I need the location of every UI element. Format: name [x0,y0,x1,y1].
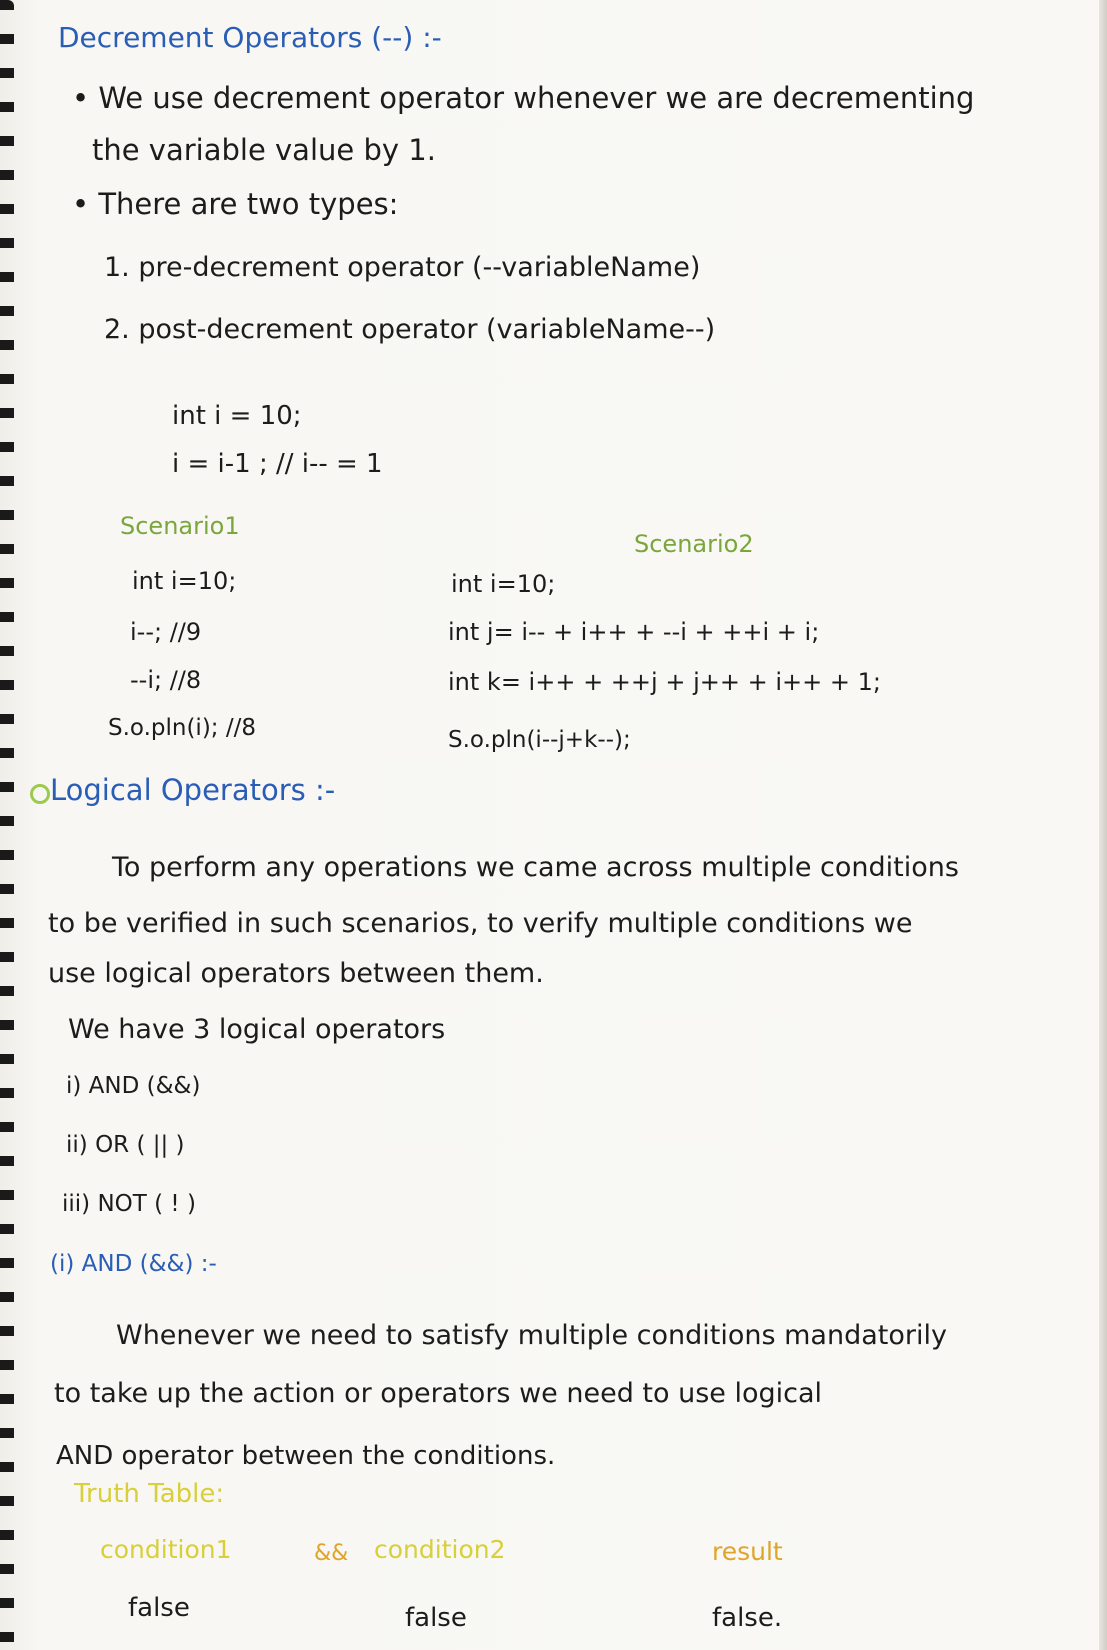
truth-table-heading: Truth Table: [74,1479,225,1509]
decrement-type1: 1. pre-decrement operator (--variableName) [104,252,701,283]
and-para-line3: AND operator between the conditions. [56,1441,556,1471]
scenario1-line: S.o.pln(i); //8 [108,715,256,741]
decrement-code1: int i = 10; [172,401,302,431]
decrement-type2: 2. post-decrement operator (variableName--) [104,314,716,345]
truth-table-col-condition1: condition1 [100,1535,232,1564]
scenario1-line: int i=10; [132,567,237,595]
decrement-bullet1-line1: • We use decrement operator whenever we are decrementing [72,81,975,115]
scenario1-line: --i; //8 [130,666,202,694]
logical-para-line3: use logical operators between them. [48,958,544,989]
scenario1-title: Scenario1 [120,512,240,540]
decrement-code2: i = i-1 ; // i-- = 1 [172,449,383,479]
decrement-bullet1-line2: the variable value by 1. [92,133,436,167]
logical-para-line2: to be verified in such scenarios, to verify multiple conditions we [48,908,913,939]
truth-table-cell: false. [712,1603,783,1633]
decrement-bullet2: • There are two types: [72,187,399,221]
truth-table-col-condition2: condition2 [374,1535,506,1564]
truth-table-cell: false [405,1603,467,1633]
scenario2-line: S.o.pln(i--j+k--); [448,727,631,753]
scenario2-title: Scenario2 [634,530,754,558]
scenario2-line: int j= i-- + i++ + --i + ++i + i; [448,618,820,646]
logical-op-and: i) AND (&&) [66,1073,201,1099]
truth-table-cell: false [128,1593,190,1623]
logical-op-or: ii) OR ( || ) [66,1132,185,1158]
scenario2-line: int i=10; [451,570,556,598]
decrement-heading: Decrement Operators (--) :- [58,21,442,54]
truth-table-col-result: result [712,1537,783,1566]
logical-para-line1: To perform any operations we came across multiple conditions [112,852,959,883]
logical-heading: Logical Operators :- [50,773,336,807]
scenario1-line: i--; //9 [130,618,202,646]
and-heading: (i) AND (&&) :- [50,1251,217,1277]
spiral-binding [0,0,14,1650]
truth-table-col-operator: && [314,1541,349,1566]
and-para-line2: to take up the action or operators we need to use logical [54,1378,823,1409]
bullet-dot-icon [30,784,50,804]
scenario2-line: int k= i++ + ++j + j++ + i++ + 1; [448,668,881,696]
page-edge [1099,0,1107,1650]
logical-op-not: iii) NOT ( ! ) [62,1191,196,1217]
logical-have: We have 3 logical operators [68,1014,446,1045]
and-para-line1: Whenever we need to satisfy multiple conditions mandatorily [116,1320,947,1351]
